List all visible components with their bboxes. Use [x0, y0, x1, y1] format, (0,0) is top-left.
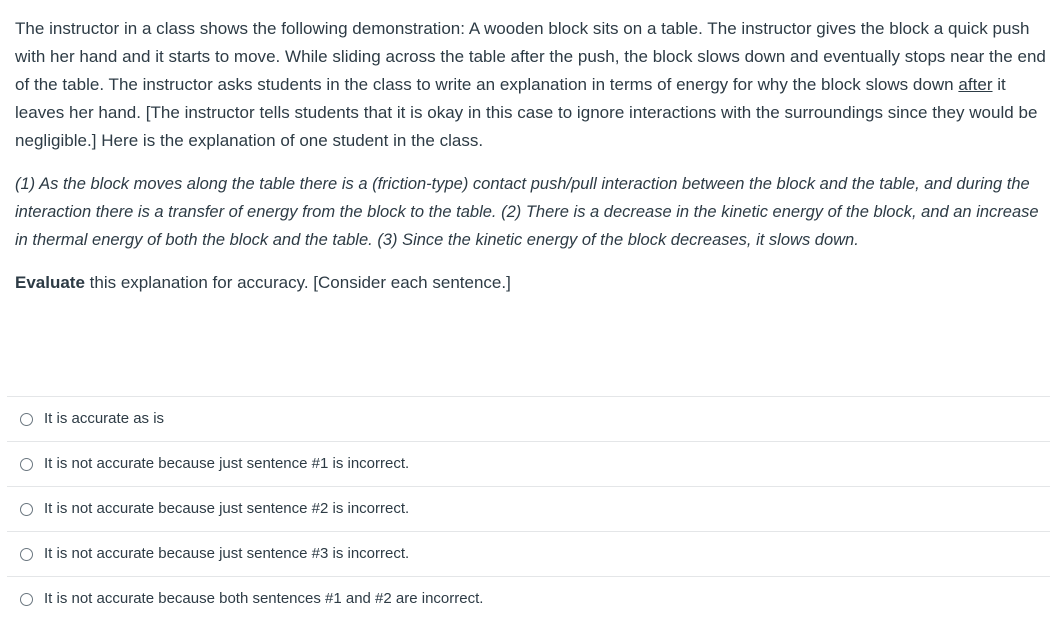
- answer-option-4[interactable]: [7, 531, 1050, 576]
- answer-label[interactable]: It is not accurate because both sentences #1 and #2 are incorrect.: [44, 590, 484, 607]
- question-body: [15, 15, 1049, 297]
- question-stem-text-2: it leaves her hand. [The instructor tells students that it is okay in this case to ignore interactions with the surroundings since they would be negligible.] Here is the explanation of one student in the class.: [15, 75, 1038, 150]
- question-stem: [15, 15, 1049, 155]
- answer-option-2[interactable]: [7, 441, 1050, 486]
- radio-button[interactable]: [20, 458, 33, 471]
- answer-list: [7, 396, 1050, 621]
- question-stem-text-1: The instructor in a class shows the following demonstration: A wooden block sits on a table. The instructor gives the block a quick push with her hand and it starts to move. While sliding across the table after the push, the block slows down and eventually stops near the end of the table. The instructor asks students in the class to write an explanation in terms of energy for why the block slows down: [15, 19, 1046, 94]
- student-explanation: (1) As the block moves along the table there is a (friction-type) contact push/pull interaction between the block and the table, and during the interaction there is a transfer of energy from the block to the table. (2) There is a decrease in the kinetic energy of the block, and an increase in thermal energy of both the block and the table. (3) Since the kinetic energy of the block decreases, it slows down.: [15, 175, 1039, 249]
- radio-button[interactable]: [20, 548, 33, 561]
- answer-option-5[interactable]: [7, 576, 1050, 621]
- question-prompt-bold: Evaluate: [15, 273, 85, 292]
- answer-label[interactable]: It is not accurate because just sentence #2 is incorrect.: [44, 500, 410, 517]
- answer-label[interactable]: It is not accurate because just sentence #3 is incorrect.: [44, 545, 410, 562]
- question-stem-underlined: after: [958, 75, 993, 94]
- question-prompt-text: this explanation for accuracy. [Consider each sentence.]: [84, 273, 511, 292]
- answer-label[interactable]: It is accurate as is: [44, 410, 165, 427]
- question-prompt: [15, 269, 1049, 297]
- answer-label[interactable]: It is not accurate because just sentence #1 is incorrect.: [44, 455, 410, 472]
- radio-button[interactable]: [20, 413, 33, 426]
- answer-option-1[interactable]: [7, 396, 1050, 441]
- radio-button[interactable]: [20, 593, 33, 606]
- answer-option-3[interactable]: [7, 486, 1050, 531]
- radio-button[interactable]: [20, 503, 33, 516]
